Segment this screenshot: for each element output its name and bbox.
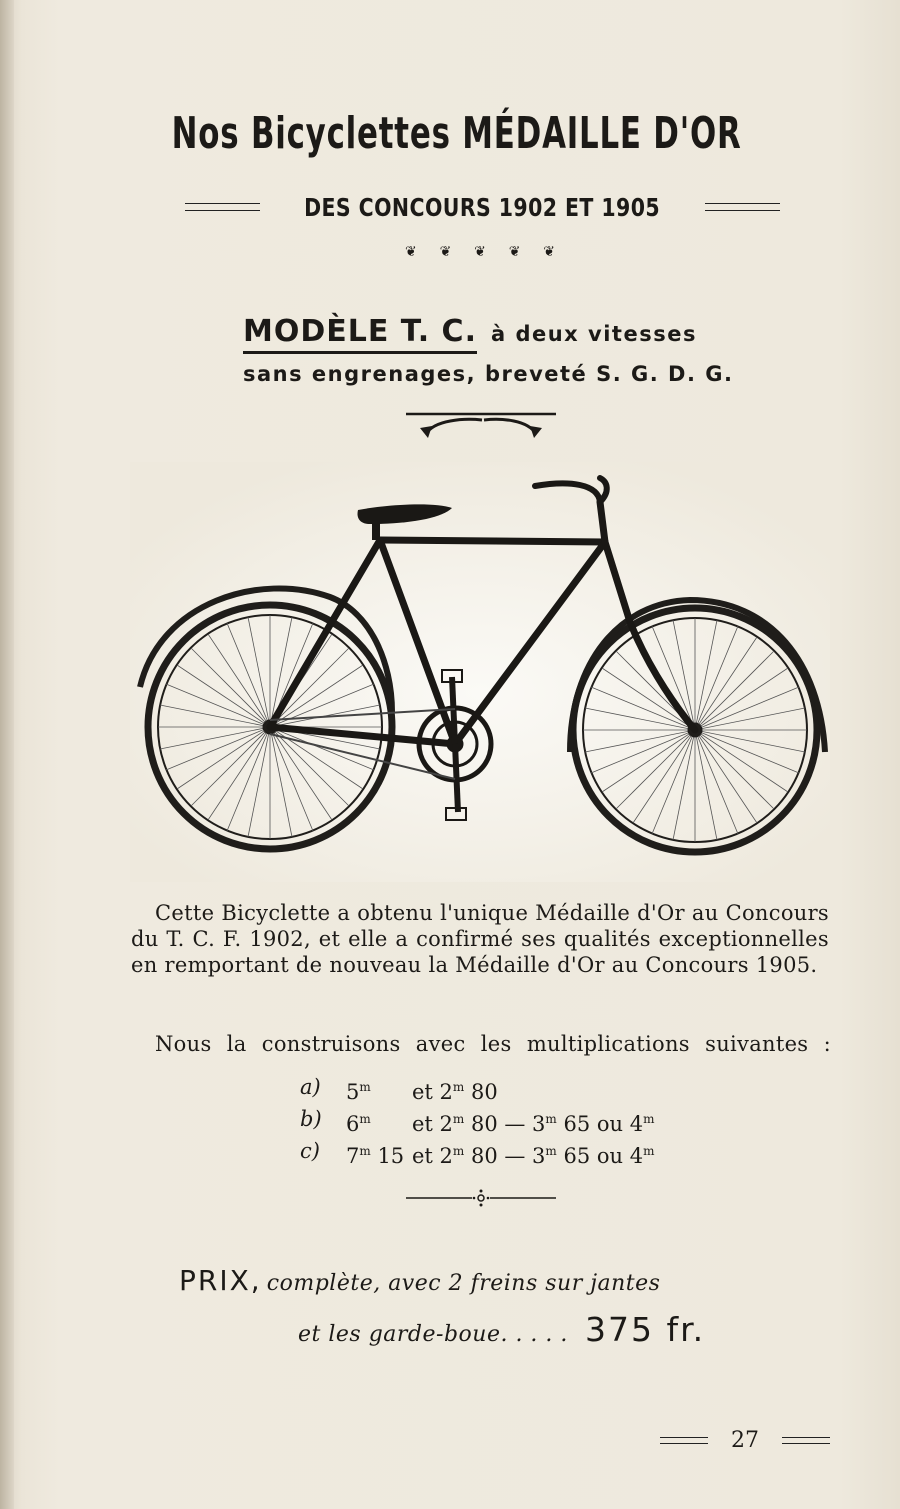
fleuron-icon: ❦ (405, 244, 417, 260)
bicycle-illustration (130, 462, 830, 882)
model-subline: sans engrenages, breveté S. G. D. G. (243, 362, 734, 386)
model-description: à deux vitesses (490, 322, 697, 346)
book-spine-shadow (0, 0, 14, 1509)
list-item: b) 6$^m$ et 2$^m$ 80 — 3$^m$ 65 ou 4$^m$ (300, 1107, 655, 1136)
model-name: MODÈLE T. C. (243, 314, 477, 354)
ornament-divider-icon (404, 1188, 558, 1208)
subtitle-row (185, 190, 780, 224)
gear-options-list (300, 1074, 654, 1170)
price-label: PRIX, (179, 1264, 262, 1297)
fleuron-icon: ❦ (474, 244, 486, 260)
page-number-row (660, 1428, 830, 1453)
double-rule-right (705, 203, 780, 211)
list-item: a) 5$^m$ et 2$^m$ 80 (300, 1075, 498, 1104)
price-amount: 375 fr. (585, 1310, 706, 1349)
page-number: 27 (731, 1428, 759, 1453)
subtitle: DES CONCOURS 1902 ET 1905 (304, 192, 661, 222)
fleuron-icon: ❦ (508, 244, 521, 260)
ornament-swash-icon (404, 410, 558, 440)
double-rule-left (185, 203, 260, 211)
list-item: c) 7$^m$ 15 et 2$^m$ 80 — 3$^m$ 65 ou 4$^m$ (300, 1139, 655, 1168)
price-description-2: et les garde-boue. . . . . (298, 1322, 568, 1347)
double-rule-left (660, 1437, 708, 1444)
price-line-1 (179, 1264, 660, 1297)
page-title: Nos Bicyclettes MÉDAILLE D'OR (171, 108, 742, 159)
fleuron-icon: ❦ (543, 244, 555, 260)
fleuron-row (405, 244, 555, 260)
multiplications-intro: Nous la construisons avec les multiplications suivantes : (155, 1032, 831, 1056)
fleuron-icon: ❦ (439, 244, 452, 260)
price-line-2 (298, 1310, 705, 1349)
double-rule-right (782, 1437, 830, 1444)
price-description: complète, avec 2 freins sur jantes (266, 1271, 661, 1296)
model-heading (243, 314, 697, 354)
description-paragraph: Cette Bicyclette a obtenu l'unique Médaille d'Or au Concours du T. C. F. 1902, et elle a confirmé ses qualités exceptionnelles en remportant de nouveau la Médaille d'Or au Concours 1905. (131, 901, 829, 977)
